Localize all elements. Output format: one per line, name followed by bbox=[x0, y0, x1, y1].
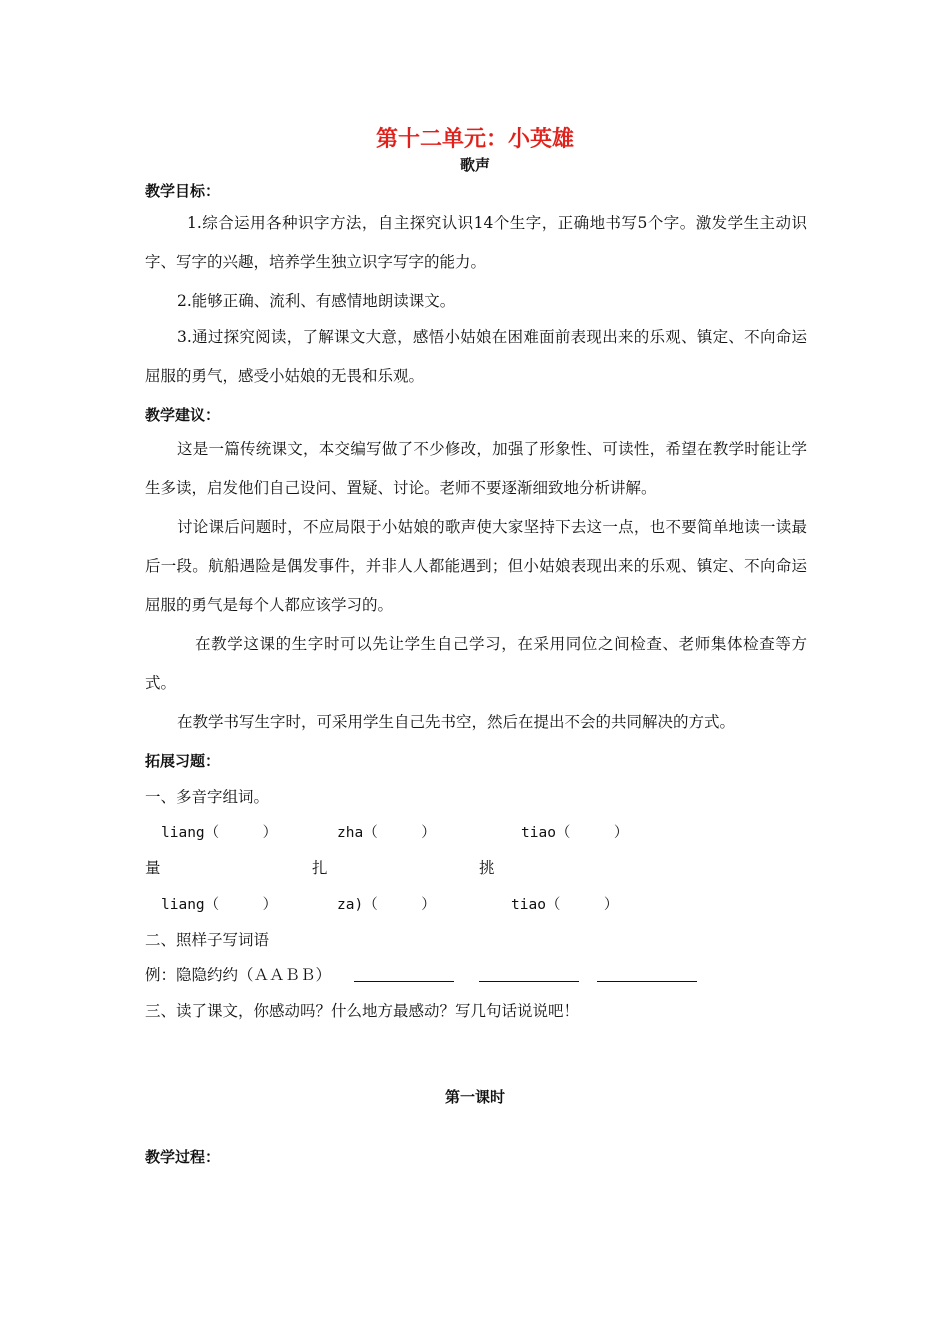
exercise-3-prompt: 三、读了课文，你感动吗？什么地方最感动？写几句话说说吧！ bbox=[145, 1002, 580, 1020]
pinyin-tiao-1: tiao（ ） bbox=[521, 825, 629, 841]
pinyin-zha: zha（ ） bbox=[337, 825, 436, 841]
pinyin-za: za)（ ） bbox=[337, 897, 436, 913]
first-period-heading: 第一课时 bbox=[444, 1088, 505, 1106]
objective-item-2: 2.能够正确、流利、有感情地朗读课文。 bbox=[177, 292, 456, 310]
objective-item-3: 3.通过探究阅读，了解课文大意，感悟小姑娘在困难面前表现出来的乐观、镇定、不向命运屈服的勇气，感受小姑娘的无畏和乐观。 bbox=[145, 328, 807, 385]
suggestions-heading: 教学建议： bbox=[145, 406, 221, 424]
exercise-2-prompt: 二、照样子写词语 bbox=[145, 931, 270, 949]
pinyin-liang-1: liang（ ） bbox=[161, 825, 278, 841]
pinyin-tiao-2: tiao（ ） bbox=[511, 897, 619, 913]
suggestion-paragraph-4: 在教学书写生字时，可采用学生自己先书空，然后在提出不会的共同解决的方式。 bbox=[177, 713, 736, 731]
char-tiao: 挑 bbox=[479, 859, 495, 877]
char-liang: 量 bbox=[145, 859, 161, 877]
lesson-subtitle: 歌声 bbox=[459, 156, 490, 174]
objectives-heading: 教学目标： bbox=[145, 182, 221, 200]
exercise-2-example: 例：隐隐约约（ＡＡＢＢ） bbox=[145, 966, 332, 984]
answer-blank-2[interactable] bbox=[479, 981, 579, 982]
suggestion-paragraph-2: 讨论课后问题时，不应局限于小姑娘的歌声使大家坚持下去这一点，也不要简单地读一读最后一段。航船遇险是偶发事件，并非人人都能遇到；但小姑娘表现出来的乐观、镇定、不向命运屈服的勇气是每个人都应该学习的。 bbox=[145, 518, 807, 614]
suggestion-paragraph-1: 这是一篇传统课文，本交编写做了不少修改，加强了形象性、可读性，希望在教学时能让学生多读，启发他们自己设问、置疑、讨论。老师不要逐渐细致地分析讲解。 bbox=[145, 440, 807, 497]
objective-item-1: 1.综合运用各种识字方法，自主探究认识14个生字，正确地书写5个字。激发学生主动识字、写字的兴趣，培养学生独立识字写字的能力。 bbox=[145, 214, 807, 271]
exercise-1-prompt: 一、多音字组词。 bbox=[145, 788, 270, 806]
teaching-process-heading: 教学过程： bbox=[145, 1148, 221, 1166]
answer-blank-1[interactable] bbox=[354, 981, 454, 982]
answer-blank-3[interactable] bbox=[597, 981, 697, 982]
char-zha: 扎 bbox=[312, 859, 328, 877]
pinyin-liang-2: liang（ ） bbox=[161, 897, 278, 913]
exercises-heading: 拓展习题： bbox=[145, 752, 221, 770]
unit-title: 第十二单元：小英雄 bbox=[375, 127, 574, 152]
suggestion-paragraph-3: 在教学这课的生字时可以先让学生自己学习，在采用同位之间检查、老师集体检查等方式。 bbox=[145, 635, 807, 692]
